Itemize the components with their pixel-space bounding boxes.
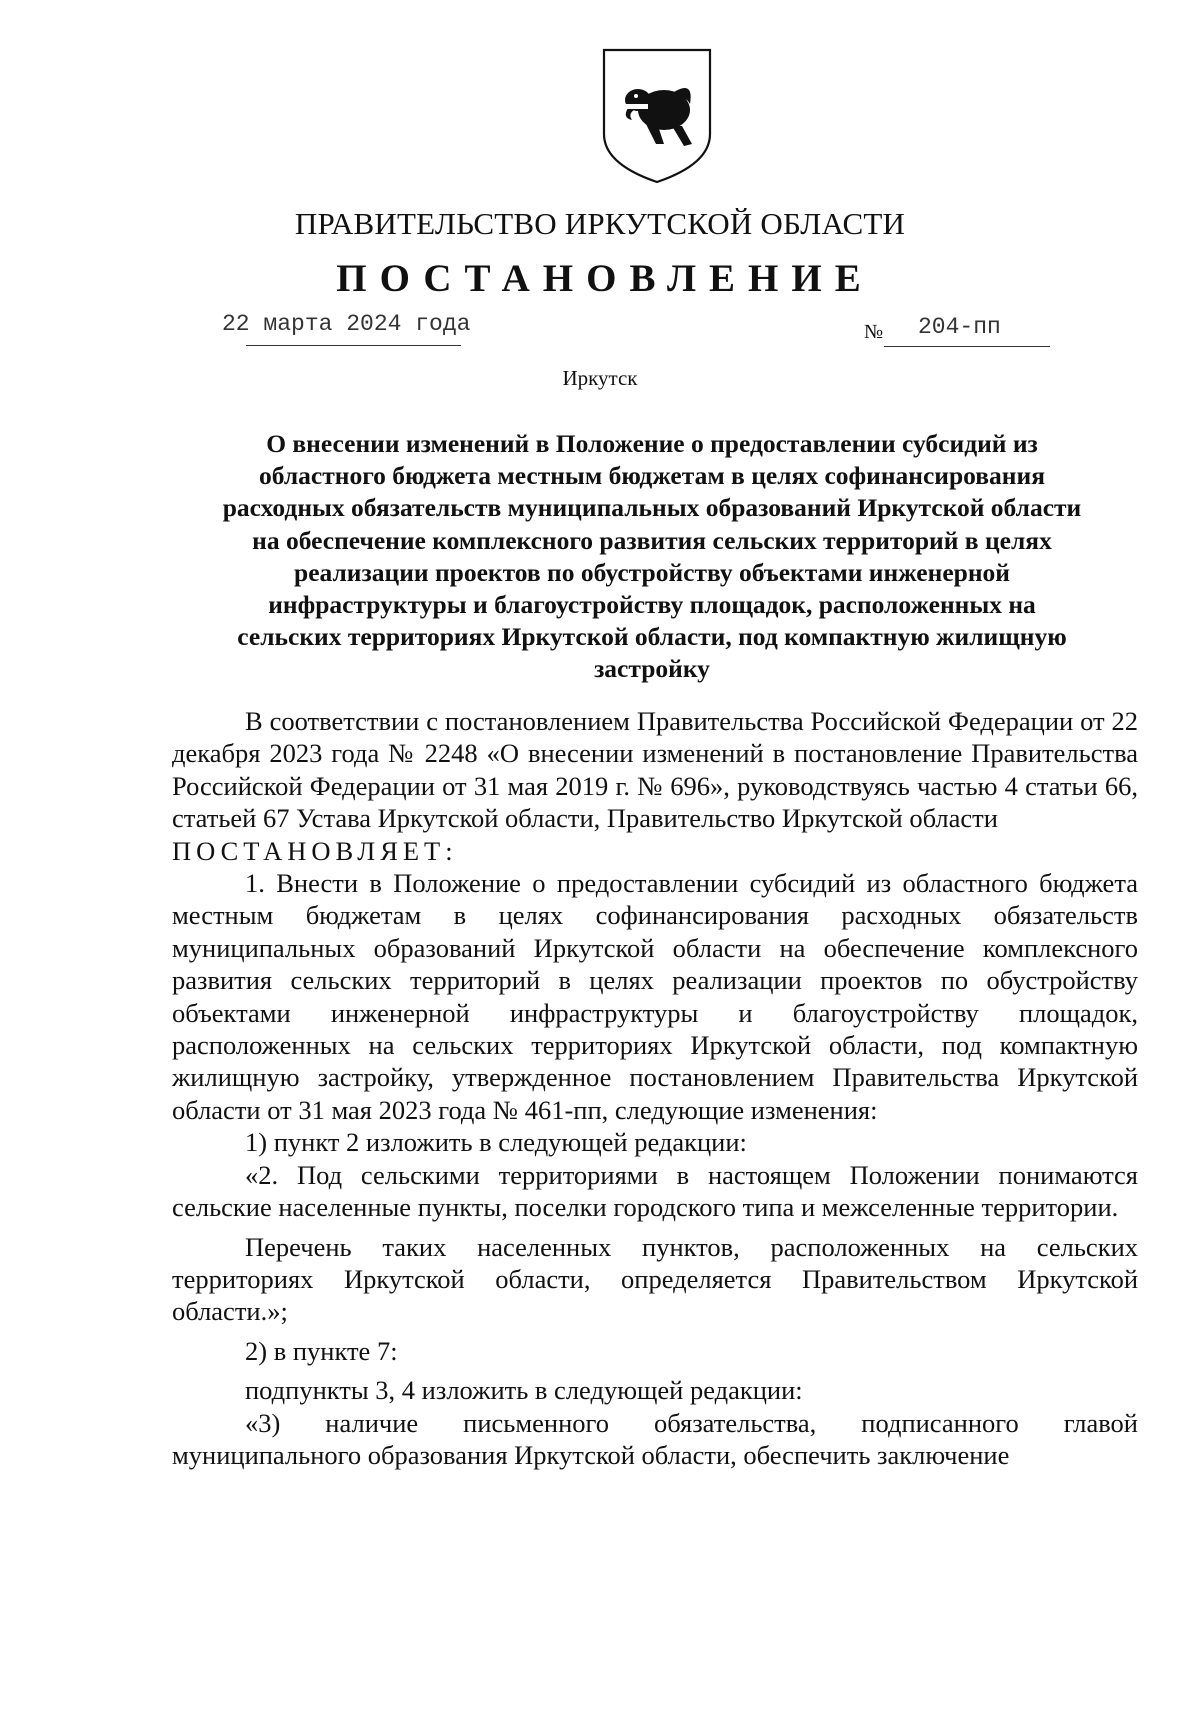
title-line: реализации проектов по обустройству объектами инженерной [294, 557, 1010, 587]
coat-of-arms-icon [598, 46, 716, 186]
subitem-2-text: подпункты 3, 4 изложить в следующей редакции: [245, 1375, 803, 1406]
preamble-paragraph: В соответствии с постановлением Правительства Российской Федерации от 22 декабря 2023 года № 2248 «О внесении изменений в постановление Правительства Российской Федерации от 31 мая 2019 г. № 696», руководствуясь частью 4 статьи 66, статьей 67 Устава Иркутской области, Правительство Иркутской области [172, 706, 1138, 834]
title-line: сельских территориях Иркутской области, под компактную жилищную [237, 622, 1067, 652]
quoted-paragraph-2: Перечень таких населенных пунктов, расположенных на сельских территориях Иркутской области, определяется Правительством Иркутской области.»; [172, 1231, 1138, 1327]
title-line: на обеспечение комплексного развития сельских территорий в целях [252, 525, 1052, 555]
subitem-1: 1) пункт 2 изложить в следующей редакции: [245, 1127, 747, 1158]
title-line: О внесении изменений в Положение о предоставлении субсидий из [266, 429, 1038, 458]
date-underline [246, 345, 461, 346]
document-body [172, 705, 1138, 1471]
number-sign: № [864, 321, 884, 343]
decree-word: ПОСТАНОВЛЯЕТ: [172, 835, 458, 866]
document-title [182, 428, 1122, 686]
title-line: инфраструктуры и благоустройству площадок, расположенных на [268, 590, 1036, 620]
title-line: застройку [594, 654, 710, 684]
city: Иркутск [562, 366, 638, 390]
subitem-2: 2) в пункте 7: [245, 1335, 398, 1366]
government-name: ПРАВИТЕЛЬСТВО ИРКУТСКОЙ ОБЛАСТИ [294, 206, 906, 241]
quoted-paragraph-1: «2. Под сельскими территориями в настоящем Положении понимаются сельские населенные пункты, поселки городского типа и межселенные территории. [172, 1159, 1138, 1223]
item-1-paragraph: 1. Внести в Положение о предоставлении субсидий из областного бюджета местным бюджетам в целях софинансирования расходных обязательств муниципальных образований Иркутской области на обеспечение комплексного развития сельских территорий в целях реализации проектов по обустройству объектами инженерной инфраструктуры и благоустройству площадок, расположенных на сельских территориях Иркутской области, под компактную жилищную застройку, утвержденное постановлением Правительства Иркутской области от 31 мая 2023 года № 461-пп, следующие изменения: [172, 868, 1138, 1125]
title-line: расходных обязательств муниципальных образований Иркутской области [222, 493, 1082, 523]
document-number: 204-пп [918, 314, 1001, 340]
quoted-paragraph-3: «3) наличие письменного обязательства, подписанного главой муниципального образования Иркутской области, обеспечить заключение [172, 1407, 1138, 1470]
number-underline [884, 346, 1050, 347]
document-date: 22 марта 2024 года [222, 311, 471, 337]
title-line: областного бюджета местным бюджетам в целях софинансирования [259, 461, 1045, 491]
document-type: ПОСТАНОВЛЕНИЕ [336, 257, 874, 300]
